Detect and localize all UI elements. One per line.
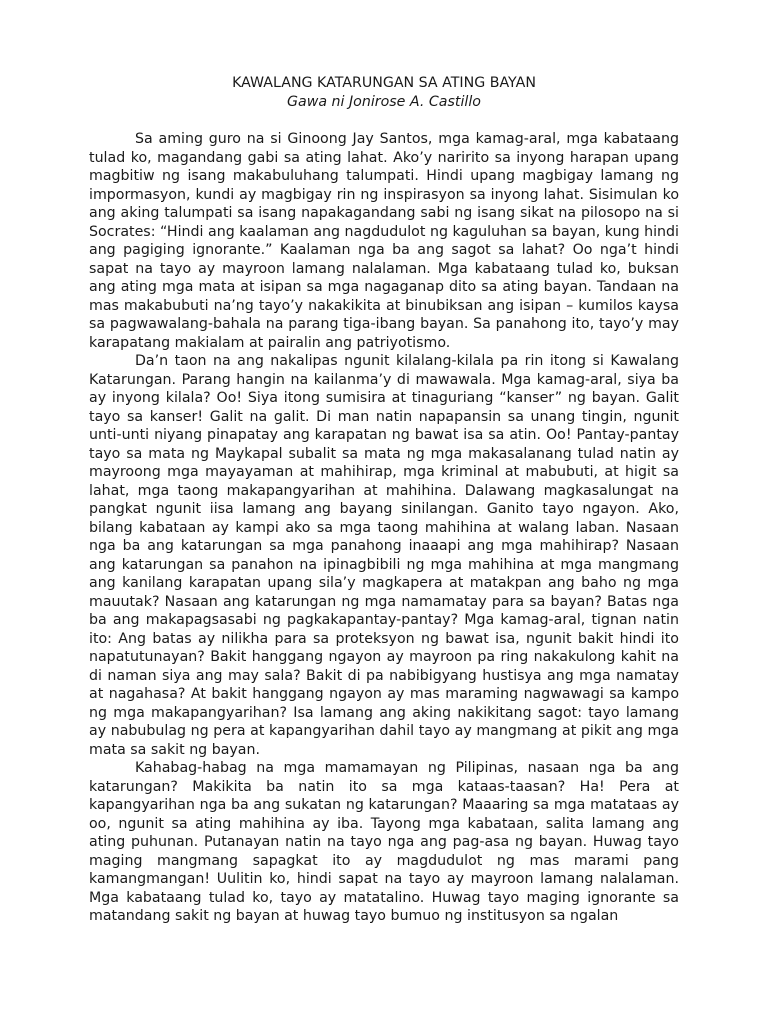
document-body [89, 74, 679, 926]
document-author: Gawa ni Jonirose A. Castillo [287, 94, 481, 110]
document-title: KAWALANG KATARUNGAN SA ATING BAYAN [232, 75, 536, 91]
paragraph-2: Da’n taon na ang nakalipas ngunit kilalang-kilala pa rin itong si Kawalang Katarungan. Parang hangin na kailanma’y di mawawala. Mga kamag-aral, siya ba ay inyong kilala? Oo! Siya itong sumisira at tinaguriang “kanser” ng bayan. Galit tayo sa kanser! Galit na galit. Di man natin napapansin sa unang tingin, ngunit unti-unti niyang pinapatay ang karapatan ng bawat isa sa atin. Oo! Pantay-pantay tayo sa mata ng Maykapal subalit sa mata ng mga makasalanang tulad natin ay mayroong mga mayayaman at mahihirap, mga kriminal at mabubuti, at higit sa lahat, mga taong makapangyarihan at mahihina. Dalawang magkasalungat na pangkat ngunit iisa lamang ang bayang sinilangan. Ganito tayo ngayon. Ako, bilang kabataan ay kampi ako sa mga taong mahihina at walang laban. Nasaan nga ba ang katarungan sa mga panahong inaaapi ang mga mahihirap? Nasaan ang katarungan sa panahon na ipinagbibili ng mga mahihina at mga mangmang ang kanilang karapatan upang sila’y magkapera at matakpan ang baho ng mga mauutak? Nasaan ang katarungan ng mga namamatay para sa bayan? Batas nga ba ang makapagsasabi ng pagkakapantay-pantay? Mga kamag-aral, tignan natin ito: Ang batas ay nilikha para sa proteksyon ng bawat isa, ngunit bakit hindi ito napatutunayan? Bakit hanggang ngayon ay mayroon pa ring nakakulong kahit na di naman siya ang may sala? Bakit di pa nabibigyang hustisya ang mga namatay at nagahasa? At bakit hanggang ngayon ay mas maraming nagwawagi sa kampo ng mga makapangyarihan? Isa lamang ang aking nakikitang sagot: tayo lamang ay nabubulag ng pera at kapangyarihan dahil tayo ay mangmang at pikit ang mga mata sa sakit ng bayan. [89, 353, 679, 758]
paragraph-3: Kahabag-habag na mga mamamayan ng Pilipinas, nasaan nga ba ang katarungan? Makikita ba natin ito sa mga kataas-taasan? Ha! Pera at kapangyarihan nga ba ang sukatan ng katarungan? Maaaring sa mga matataas ay oo, ngunit sa ating mahihina ay iba. Tayong mga kabataan, salita lamang ang ating puhunan. Putanayan natin na tayo nga ang pag-asa ng bayan. Huwag tayo maging mangmang sapagkat ito ay magdudulot ng mas marami pang kamangmangan! Uulitin ko, hindi sapat na tayo ay mayroon lamang nalalaman. Mga kabataang tulad ko, tayo ay matatalino. Huwag tayo maging ignorante sa matandang sakit ng bayan at huwag tayo bumuo ng institusyon sa ngalan [89, 760, 679, 924]
paragraph-1: Sa aming guro na si Ginoong Jay Santos, mga kamag-aral, mga kabataang tulad ko, magandang gabi sa ating lahat. Ako’y naririto sa inyong harapan upang magbitiw ng isang makabuluhang talumpati. Hindi upang magbigay lamang ng impormasyon, kundi ay magbigay rin ng inspirasyon sa inyong lahat. Sisimulan ko ang aking talumpati sa isang napakagandang sabi ng isang sikat na pilosopo na si Socrates: “Hindi ang kaalaman ang nagdudulot ng kaguluhan sa bayan, kung hindi ang pagiging ignorante.” Kaalaman nga ba ang sagot sa lahat? Oo nga’t hindi sapat na tayo ay mayroon lamang nalalaman. Mga kabataang tulad ko, buksan ang ating mga mata at isipan sa mga nagaganap dito sa ating bayan. Tandaan na mas makabubuti na’ng tayo’y nakakikita at binubiksan ang isipan – kumilos kaysa sa pagwawalang-bahala na parang tiga-ibang bayan. Sa panahong ito, tayo’y may karapatang makialam at pairalin ang patriyotismo. [89, 131, 679, 351]
